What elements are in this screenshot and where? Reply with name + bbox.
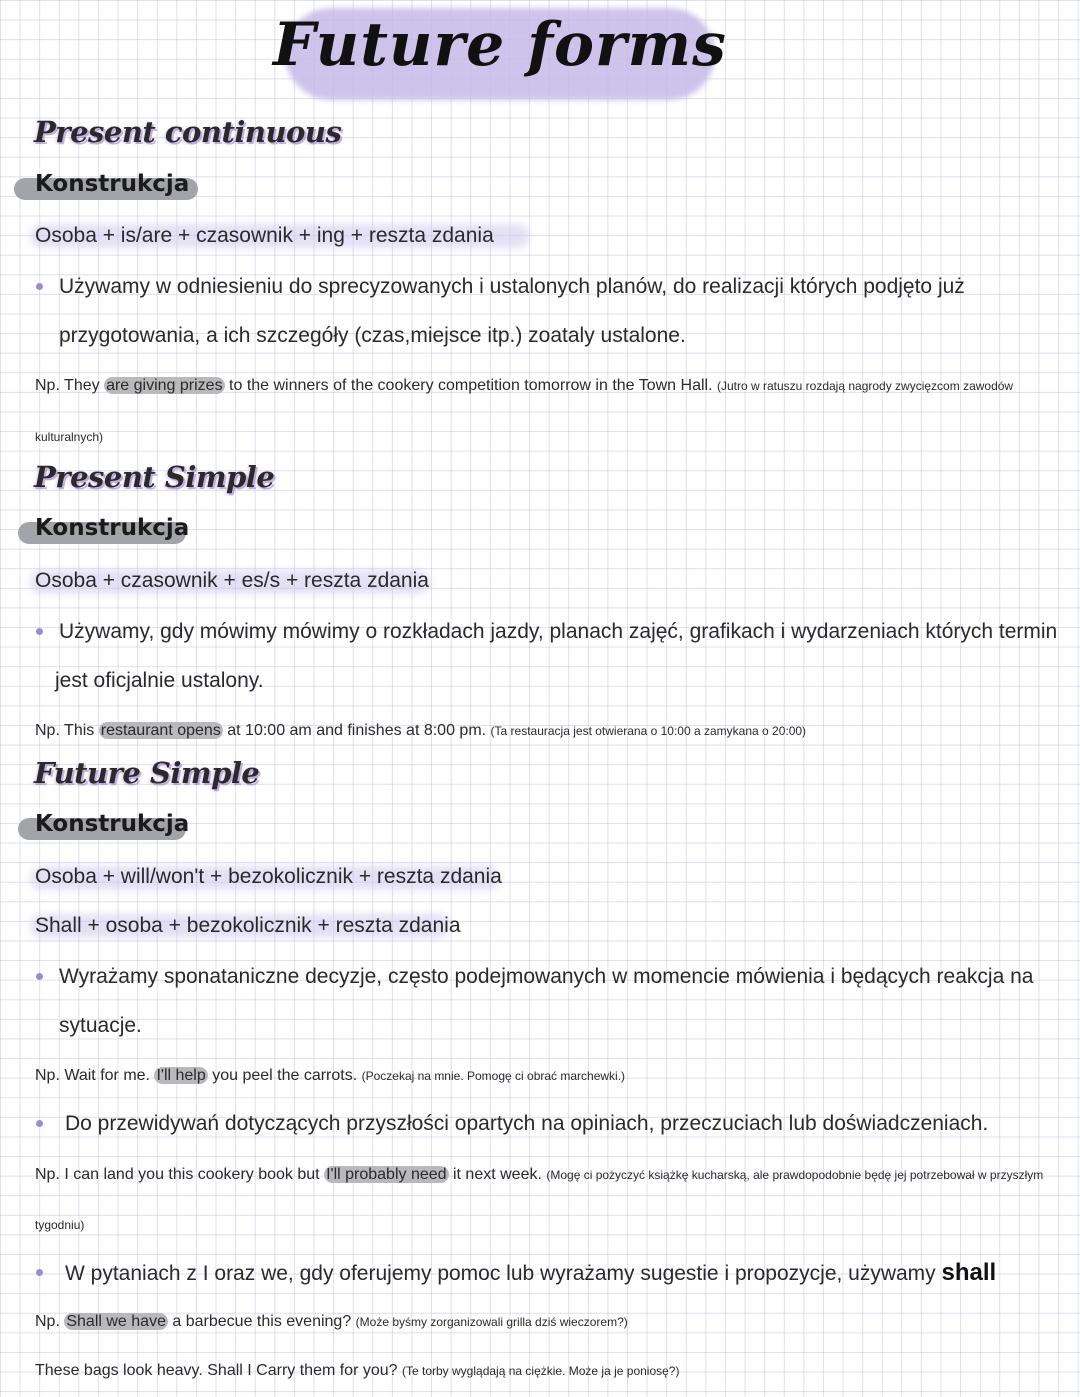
- section-heading-present-simple: Present Simple: [34, 460, 275, 494]
- section-heading-present-continuous: Present continuous: [34, 115, 342, 149]
- example-highlight: are giving prizes: [106, 377, 223, 394]
- example-prefix: Np. Wait for me.: [35, 1067, 155, 1084]
- translation: (Jutro w ratuszu rozdają nagrody zwycięzcom zawodów: [716, 379, 1014, 393]
- bullet-text: przygotowania, a ich szczegóły (czas,miejsce itp.) zoataly ustalone.: [59, 324, 686, 347]
- formula: Shall + osoba + bezokolicznik + reszta zdania: [35, 914, 461, 937]
- example-highlight: I'll probably need: [326, 1166, 447, 1183]
- example-line: [35, 1067, 625, 1085]
- example-prefix: Np. They: [35, 377, 105, 394]
- bullet-text: Do przewidywań dotyczących przyszłości opartych na opiniach, przeczuciach lub doświadczeniach.: [65, 1112, 989, 1135]
- example-line: [35, 377, 1013, 395]
- example-prefix: Np. I can land you this cookery book but: [35, 1166, 325, 1183]
- example-suffix: it next week.: [448, 1166, 547, 1183]
- example-line: [35, 1166, 1043, 1184]
- translation: (Poczekaj na mnie. Pomogę ci obrać marchewki.): [361, 1069, 626, 1083]
- bullet-dot: [36, 628, 43, 635]
- bullet-text: sytuacje.: [59, 1014, 142, 1037]
- example-line: [35, 722, 806, 740]
- page-title: Future forms: [273, 10, 727, 80]
- bullet-dot: [36, 973, 43, 980]
- shall-keyword: shall: [941, 1259, 997, 1286]
- konstrukcja-label: Konstrukcja: [35, 811, 190, 837]
- bullet-text: jest oficjalnie ustalony.: [55, 669, 264, 692]
- bullet-text: Używamy w odniesieniu do sprecyzowanych i ustalonych planów, do realizacji których podjęto już: [59, 275, 965, 298]
- bullet-text: Wyrażamy sponataniczne decyzje, często podejmowanych w momencie mówienia i będących reakcja na: [59, 965, 1034, 988]
- bullet-dot: [36, 283, 43, 290]
- example-highlight: Shall we have: [66, 1313, 166, 1330]
- bullet-dot: [36, 1269, 43, 1276]
- formula: Osoba + czasownik + es/s + reszta zdania: [35, 569, 429, 592]
- translation: (Mogę ci pożyczyć książkę kucharską, ale prawdopodobnie będę jej potrzebował w przyszłym: [546, 1168, 1044, 1182]
- example-suffix: you peel the carrots.: [207, 1067, 362, 1084]
- translation-continued: tygodniu): [35, 1218, 85, 1232]
- translation: (Ta restauracja jest otwierana o 10:00 a zamykana o 20:00): [490, 724, 807, 738]
- example-highlight: restaurant opens: [100, 722, 221, 739]
- translation: (Może byśmy zorganizowali grilla dziś wieczorem?): [355, 1315, 628, 1329]
- bullet-text: [65, 1248, 996, 1298]
- example-suffix: to the winners of the cookery competition tomorrow in the Town Hall.: [224, 377, 717, 394]
- bullet-dot: [36, 1120, 43, 1127]
- example-line: [35, 1362, 679, 1380]
- translation-continued: kulturalnych): [35, 430, 104, 444]
- example-prefix: Np.: [35, 1313, 65, 1330]
- bullet-text-main: W pytaniach z I oraz we, gdy oferujemy pomoc lub wyrażamy sugestie i propozycje, używamy: [65, 1262, 942, 1285]
- example-text: These bags look heavy. Shall I Carry them for you?: [35, 1362, 402, 1379]
- formula: Osoba + is/are + czasownik + ing + reszta zdania: [35, 224, 494, 247]
- example-highlight: I'll help: [156, 1067, 206, 1084]
- konstrukcja-label: Konstrukcja: [35, 171, 190, 197]
- konstrukcja-label: Konstrukcja: [35, 515, 190, 541]
- bullet-text: Używamy, gdy mówimy mówimy o rozkładach jazdy, planach zajęć, grafikach i wydarzeniach których termin: [59, 620, 1058, 643]
- translation: (Te torby wyglądają na ciężkie. Może ja je poniosę?): [402, 1364, 680, 1378]
- example-suffix: a barbecue this evening?: [167, 1313, 356, 1330]
- section-heading-future-simple: Future Simple: [34, 756, 260, 790]
- example-line: [35, 1313, 628, 1331]
- formula: Osoba + will/won't + bezokolicznik + reszta zdania: [35, 865, 502, 888]
- example-prefix: Np. This: [35, 722, 99, 739]
- example-suffix: at 10:00 am and finishes at 8:00 pm.: [222, 722, 491, 739]
